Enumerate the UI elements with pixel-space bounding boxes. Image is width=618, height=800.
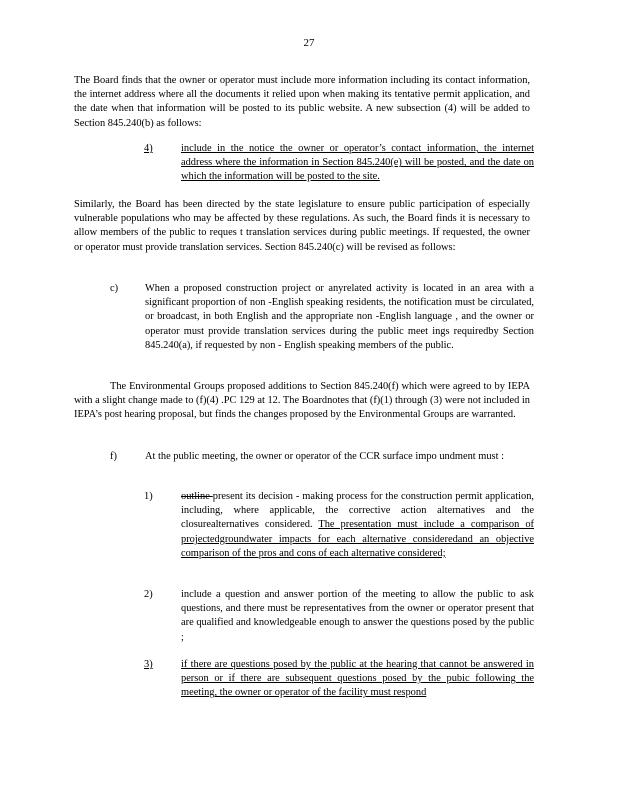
subsection-f-marker: f) [110, 451, 117, 462]
page-number: 27 [303, 37, 315, 49]
struck-text: outline [181, 491, 213, 502]
subsection-f1-marker: 1) [144, 491, 153, 502]
subsection-b4-marker: 4) [144, 143, 153, 154]
subsection-f1-text: present its decision - making process for the construction permit application, including, where applicable, the corrective action alternatives and the closurealternatives considered. [181, 491, 534, 531]
inserted-text: The presentation must include a comparison of projectedgroundwater impacts for each alternative consideredand an objective comparison of the pros and cons of each alternative considered; [181, 519, 534, 559]
intro-paragraph: The Board finds that the owner or operator must include more information including its contact information, the internet address where all the documents it relied upon when making its tentative permit application, and the date when that information will be posted to its public website. A new subsection (4) will be added to Section 845.240(b) as follows: [74, 75, 530, 129]
subsection-c-marker: c) [110, 283, 119, 294]
translation-paragraph: Similarly, the Board has been directed by the state legislature to ensure public participation of especially vulnerable populations who may be affected by these regulations. As such, the Board finds it is necessary to allow members of the public to reques t translation services during public meetings. If requested, the owner or operator must provide translation services. Section 845.240(c) will be revised as follows: [74, 199, 530, 253]
subsection-b4-text: include in the notice the owner or operator’s contact information, the internet address where the information in Section 845.240(e) will be posted, and the date on which the information will be posted to the site. [181, 143, 534, 183]
subsection-f-text: At the public meeting, the owner or operator of the CCR surface impo undment must : [145, 451, 504, 462]
subsection-f2-marker: 2) [144, 589, 153, 600]
subsection-f1-body [181, 490, 534, 561]
subsection-f2-text: include a question and answer portion of the meeting to allow the public to ask questions, and there must be representatives from the owner or operator present that are qualified and knowledgeable enough to answer the questions posed by the public ; [181, 589, 534, 643]
environmental-groups-paragraph: The Environmental Groups proposed additions to Section 845.240(f) which were agreed to by IEPA with a slight change made to (f)(4) .PC 129 at 12. The Boardnotes that (f)(1) through (3) were not included in IEPA’s post hearing proposal, but finds the changes proposed by the Environmental Groups are warranted. [74, 381, 530, 421]
subsection-f3-marker: 3) [144, 659, 153, 670]
subsection-c-text: When a proposed construction project or anyrelated activity is located in an area with a significant proportion of non -English speaking residents, the notification must be circulated, or broadcast, in both English and the appropriate non -English language , and the owner or operator must provide translation services during the public meet ings requiredby Section 845.240(a), if requested by non - English speaking members of the public. [145, 283, 534, 351]
subsection-f3-text: if there are questions posed by the public at the hearing that cannot be answered in person or if there are subsequent questions posed by the pubic following the meeting, the owner or operator of the facility must respond [181, 659, 534, 699]
